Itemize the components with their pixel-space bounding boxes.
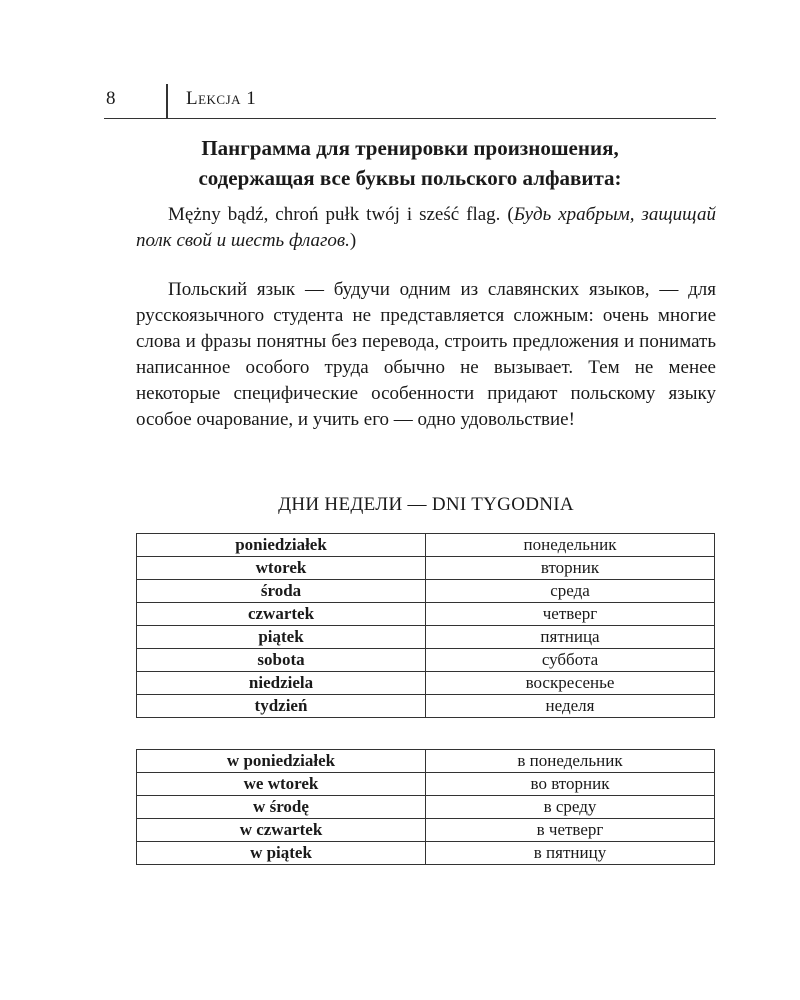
russian-cell: понедельник	[426, 534, 715, 557]
polish-cell: niedziela	[137, 672, 426, 695]
polish-cell: tydzień	[137, 695, 426, 718]
heading-line-2: содержащая все буквы польского алфавита:	[198, 166, 622, 190]
pangram-polish: Mężny bądź, chroń pułk twój i sześć flag. (	[168, 204, 514, 225]
section-heading	[120, 133, 700, 193]
table-row	[137, 603, 715, 626]
polish-cell: piątek	[137, 626, 426, 649]
table-row	[137, 649, 715, 672]
table-title: ДНИ НЕДЕЛИ — DNI TYGODNIA	[278, 494, 574, 515]
polish-cell: we wtorek	[137, 773, 426, 796]
table-row	[137, 580, 715, 603]
pangram-paragraph	[136, 202, 716, 254]
table-row	[137, 750, 715, 773]
polish-cell: w poniedziałek	[137, 750, 426, 773]
on-days-table	[136, 749, 715, 865]
table-row	[137, 534, 715, 557]
intro-paragraph: Польский язык — будучи одним из славянских языков, — для русскоязычного студента не представляется сложным: очень многие слова и фразы понятны без перевода, строить предложения и понимать написанное особого труда обычно не вызывает. Тем не менее некоторые специфические особенности придают польскому языку особое очарование, и учить его — одно удовольствие!	[136, 279, 716, 430]
days-table	[136, 533, 715, 718]
russian-cell: суббота	[426, 649, 715, 672]
page-header	[104, 84, 716, 119]
pangram-close: )	[349, 230, 357, 251]
russian-cell: четверг	[426, 603, 715, 626]
russian-cell: воскресенье	[426, 672, 715, 695]
russian-cell: вторник	[426, 557, 715, 580]
heading-line-1: Панграмма для тренировки произношения,	[201, 136, 619, 160]
table-row	[137, 773, 715, 796]
russian-cell: в четверг	[426, 819, 715, 842]
table-row	[137, 695, 715, 718]
polish-cell: w środę	[137, 796, 426, 819]
polish-cell: czwartek	[137, 603, 426, 626]
table-row	[137, 626, 715, 649]
page-number: 8	[106, 88, 116, 109]
table-row	[137, 557, 715, 580]
table-row	[137, 796, 715, 819]
polish-cell: wtorek	[137, 557, 426, 580]
polish-cell: w czwartek	[137, 819, 426, 842]
polish-cell: w piątek	[137, 842, 426, 865]
table-row	[137, 819, 715, 842]
table-row	[137, 672, 715, 695]
russian-cell: неделя	[426, 695, 715, 718]
table-row	[137, 842, 715, 865]
russian-cell: в понедельник	[426, 750, 715, 773]
polish-cell: sobota	[137, 649, 426, 672]
russian-cell: во вторник	[426, 773, 715, 796]
russian-cell: в пятницу	[426, 842, 715, 865]
polish-cell: środa	[137, 580, 426, 603]
header-divider	[166, 84, 168, 118]
polish-cell: poniedziałek	[137, 534, 426, 557]
running-title: Lekcja 1	[186, 88, 257, 109]
russian-cell: пятница	[426, 626, 715, 649]
russian-cell: в среду	[426, 796, 715, 819]
pangram-translation: Будь храбрым, защищай полк свой и шесть флагов.	[136, 204, 716, 251]
russian-cell: среда	[426, 580, 715, 603]
